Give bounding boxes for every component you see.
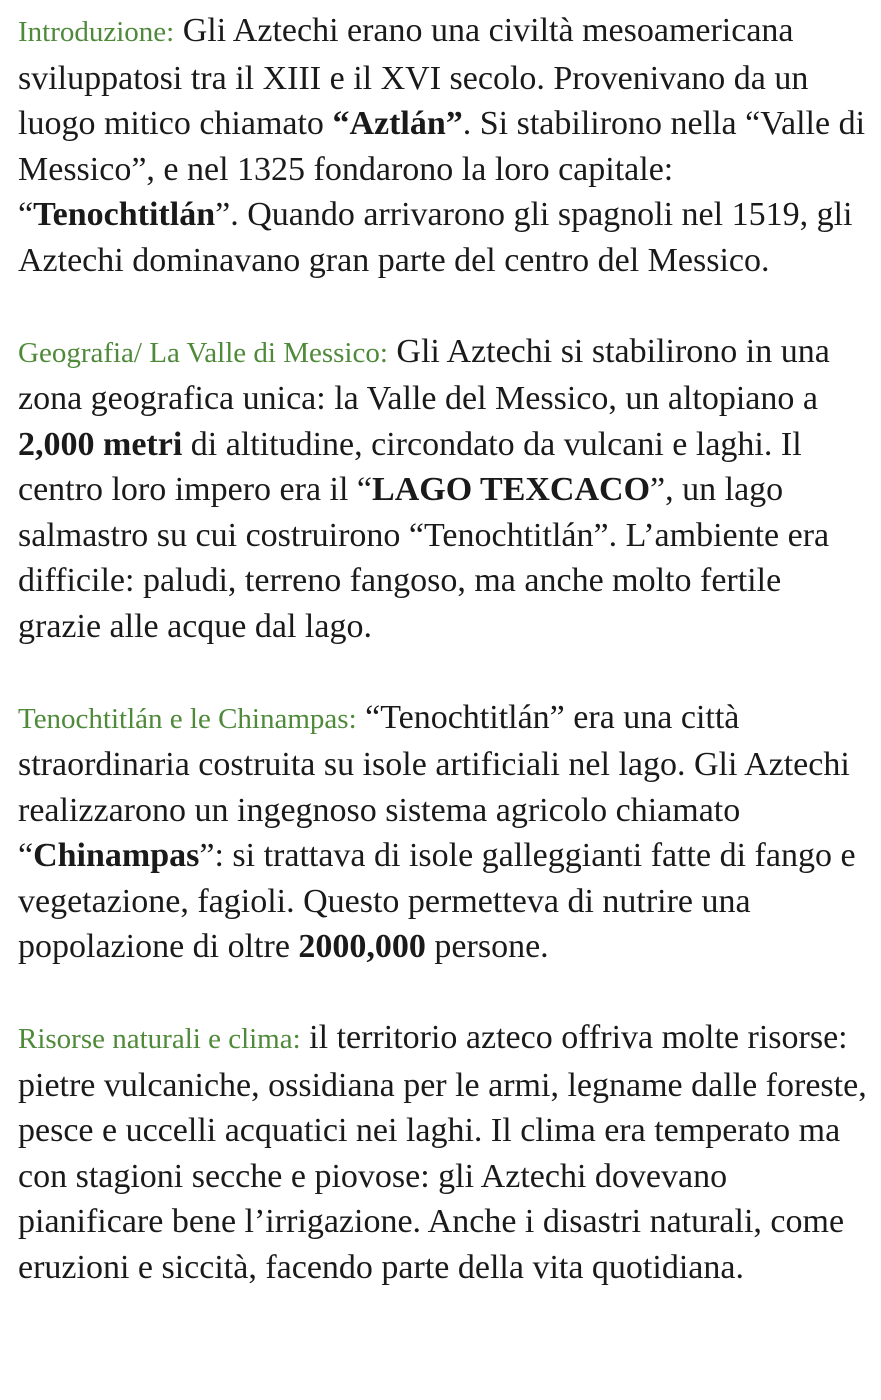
section-introduzione — [18, 8, 871, 283]
section-heading: Risorse naturali e clima: — [18, 1023, 301, 1055]
body-text: ”, un lago salmastro su cui costruirono “Tenochtitlán”. L’ambiente era difficile: paludi, terreno fangoso, ma anche molto fertile grazie alle acque dal lago. — [18, 471, 830, 645]
bold-term: “Aztlán” — [332, 105, 463, 142]
body-text: ”. Quando arrivarono gli spagnoli nel 1519, gli Aztechi dominavano gran parte del centro del Messico. — [18, 196, 853, 279]
section-heading: Tenochtitlán e le Chinampas: — [18, 702, 357, 735]
bold-term: LAGO TEXCACO — [372, 471, 651, 508]
body-text: “Tenochtitlán” era una città straordinaria costruita su isole artificiali nel lago. Gli Aztechi realizzarono un ingegnoso sistema agricolo chiamato “ — [18, 698, 850, 874]
bold-term: 2000,000 — [298, 928, 426, 965]
body-text: di altitudine, circondato da vulcani e laghi. Il centro loro impero era il “ — [18, 425, 802, 508]
body-text: il territorio azteco offriva molte risorse: pietre vulcaniche, ossidiana per le armi, legname dalle foreste, pesce e uccelli acquatici nei laghi. Il clima era temperato ma con stagioni secche e piovose: gli Aztechi dovevano pianificare bene l’irrigazione. Anche i disastri naturali, come eruzioni e siccità, facendo parte della vita quotidiana. — [18, 1019, 867, 1286]
body-text: ”: si trattava di isole galleggianti fatte di fango e vegetazione, fagioli. Questo permetteva di nutrire una popolazione di oltre — [18, 837, 856, 965]
bold-term: Chinampas — [33, 837, 200, 874]
bold-term: Tenochtitlán — [33, 196, 216, 233]
body-text: persone. — [425, 928, 549, 965]
section-tenochtitlan-chinampas — [18, 695, 871, 970]
body-text: Gli Aztechi si stabilirono in una zona geografica unica: la Valle del Messico, un altopiano a — [18, 332, 830, 417]
section-heading: Introduzione: — [18, 16, 175, 48]
section-risorse-clima — [18, 1015, 871, 1290]
body-text: . Si stabilirono nella “Valle di Messico”, e nel 1325 fondarono la loro capitale: “ — [18, 105, 866, 233]
section-heading: Geografia/ La Valle di Messico: — [18, 336, 388, 369]
body-text: Gli Aztechi erano una civiltà mesoamericana sviluppatosi tra il XIII e il XVI secolo. Provenivano da un luogo mitico chiamato — [18, 12, 809, 142]
bold-term: 2,000 metri — [18, 425, 183, 463]
section-geografia — [18, 329, 871, 650]
